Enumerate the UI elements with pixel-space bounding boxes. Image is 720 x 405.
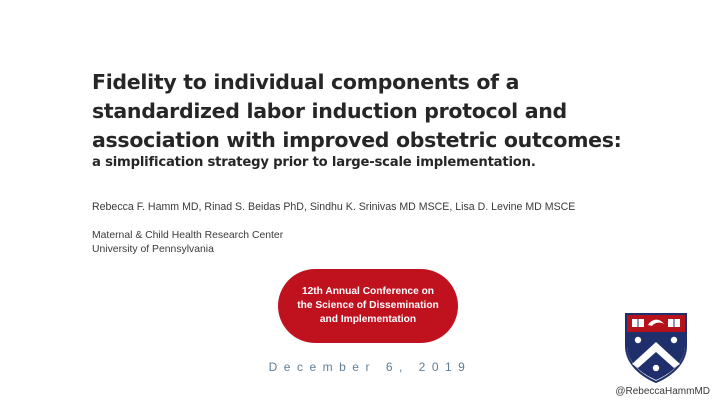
conference-line-1: 12th Annual Conference on xyxy=(301,286,435,297)
title-line-1: Fidelity to individual components of a xyxy=(92,70,520,94)
penn-shield-icon xyxy=(624,312,688,384)
affiliation-line-2: University of Pennsylvania xyxy=(92,243,214,255)
conference-badge xyxy=(278,269,458,343)
affiliation xyxy=(92,229,492,256)
twitter-handle: @RebeccaHammMD xyxy=(615,386,710,397)
conference-line-2: the Science of Dissemination xyxy=(297,300,439,311)
conference-name xyxy=(283,285,453,327)
conference-line-3: and Implementation xyxy=(319,314,417,325)
slide-title xyxy=(92,68,652,155)
presentation-date: December 6, 2019 xyxy=(268,360,472,374)
title-line-2: standardized labor induction protocol and xyxy=(92,99,567,123)
affiliation-line-1: Maternal & Child Health Research Center xyxy=(92,230,284,241)
author-list: Rebecca F. Hamm MD, Rinad S. Beidas PhD, Sindhu K. Srinivas MD MSCE, Lisa D. Levine MD MSCE xyxy=(92,201,576,213)
slide-subtitle: a simplification strategy prior to large-scale implementation. xyxy=(92,155,536,170)
title-line-3: association with improved obstetric outcomes: xyxy=(92,128,622,152)
